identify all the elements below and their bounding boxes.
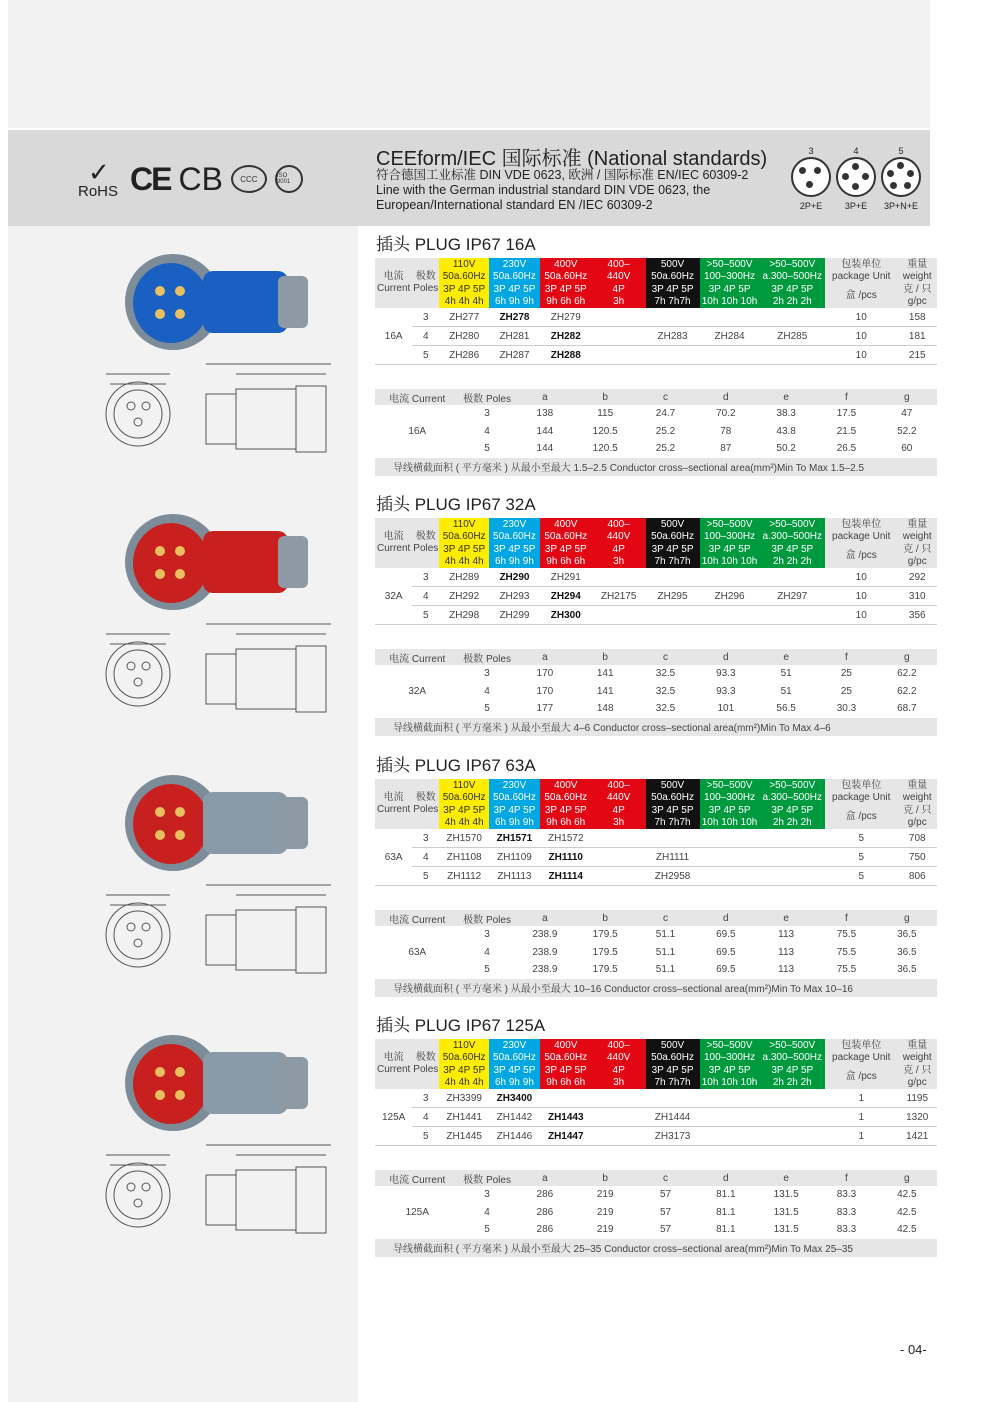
package-header: 包装单位 package Unit bbox=[825, 258, 898, 283]
plug-photo bbox=[108, 246, 323, 358]
dimension-drawing bbox=[96, 875, 351, 985]
rohs-logo: ✓ RoHS bbox=[78, 157, 119, 200]
dimension-row: 5 177 148 32.5 101 56.5 30.3 68.7 bbox=[484, 703, 917, 715]
model-row: 4 ZH1441 ZH1442 ZH1443 ZH1444 1 1320 bbox=[375, 1108, 937, 1127]
pin-config-4: 4 3P+E bbox=[835, 146, 877, 211]
voltage-50-500-low: >50–500V 100–300Hz bbox=[700, 1039, 760, 1064]
voltage-50-500-high: >50–500V a.300–500Hz bbox=[760, 258, 825, 283]
conductor-note: 导线横截面积 ( 平方毫米 ) 从最小至最大 10–16 Conductor cross–sectional area(mm²)Min To Max 10–16 bbox=[375, 979, 937, 997]
header-title: CEEform/IEC 国际标准 (National standards) bbox=[376, 148, 768, 170]
voltage-400: 400V 50a.60Hz bbox=[540, 258, 592, 283]
current-header: 电流 Current bbox=[375, 1039, 412, 1089]
voltage-440: 400– 440V bbox=[592, 1039, 646, 1064]
voltage-50-500-low: >50–500V 100–300Hz bbox=[700, 258, 760, 283]
conductor-note: 导线横截面积 ( 平方毫米 ) 从最小至最大 25–35 Conductor cross–sectional area(mm²)Min To Max 25–35 bbox=[375, 1239, 937, 1257]
dimension-row: 4 144 120.5 25.2 78 43.8 21.5 52.2 bbox=[484, 425, 917, 437]
voltage-440: 400– 440V bbox=[592, 518, 646, 543]
pin-config-3: 3 2P+E bbox=[790, 146, 832, 211]
current-header: 电流 Current bbox=[375, 258, 412, 308]
voltage-500: 500V 50a.60Hz bbox=[646, 1039, 700, 1064]
iso-logo: ISO 9001 bbox=[275, 165, 303, 193]
voltage-400: 400V 50a.60Hz bbox=[540, 518, 592, 543]
socket-4pin-icon bbox=[836, 157, 876, 197]
model-row: 125A 3 ZH3399 ZH3400 1 1195 bbox=[375, 1089, 937, 1108]
voltage-110: 110V 50a.60Hz bbox=[439, 258, 489, 283]
model-row: 5 ZH1445 ZH1446 ZH1447 ZH3173 1 1421 bbox=[375, 1127, 937, 1146]
dimensions-table: 电流 Current 极数 Poles a b c d e f g 32A 3 170 141 32.5 93.3 51 25 62.2 4 170 141 32.5 93.3 51 25 62.2 5 177 148 32.5 101 56.5 30.3 68.7 导线横截面积 ( 平方毫米 ) 从最小至最大 4–6 Conductor cross–sectional area(mm²)Min To Max 4–6 bbox=[375, 649, 937, 736]
voltage-500: 500V 50a.60Hz bbox=[646, 779, 700, 804]
pin-configurations bbox=[790, 146, 925, 218]
package-header: 包装单位 package Unit bbox=[825, 779, 898, 804]
dimension-row: 4 170 141 32.5 93.3 51 25 62.2 bbox=[484, 685, 917, 697]
dimension-row: 5 238.9 179.5 51.1 69.5 113 75.5 36.5 bbox=[484, 964, 917, 976]
certification-logos bbox=[78, 158, 303, 200]
socket-5pin-icon bbox=[881, 157, 921, 197]
poles-header: 极数 Poles bbox=[412, 1039, 439, 1089]
pin-config-5: 5 3P+N+E bbox=[880, 146, 922, 211]
ccc-logo: CCC bbox=[231, 165, 267, 193]
voltage-400: 400V 50a.60Hz bbox=[540, 779, 592, 804]
voltage-50-500-high: >50–500V a.300–500Hz bbox=[760, 779, 825, 804]
conductor-note: 导线横截面积 ( 平方毫米 ) 从最小至最大 4–6 Conductor cross–sectional area(mm²)Min To Max 4–6 bbox=[375, 718, 937, 736]
section-title: 插头 PLUG IP67 63A bbox=[376, 756, 536, 775]
dimensions-table: 电流 Current 极数 Poles a b c d e f g 125A 3 286 219 57 81.1 131.5 83.3 42.5 4 286 219 57 81.1 131.5 83.3 42.5 5 286 219 57 81.1 131.5 83.3 42.5 导线横截面积 ( 平方毫米 ) 从最小至最大 25–35 Conductor cross–sectional area(mm²)Min To Max 25–35 bbox=[375, 1170, 937, 1257]
section-title: 插头 PLUG IP67 32A bbox=[376, 495, 536, 514]
plug-photo bbox=[108, 767, 323, 879]
page-number: - 04- bbox=[900, 1342, 927, 1357]
poles-header: 极数 Poles bbox=[412, 258, 439, 308]
voltage-500: 500V 50a.60Hz bbox=[646, 258, 700, 283]
voltage-230: 230V 50a.60Hz bbox=[489, 1039, 540, 1064]
weight-header: 重量 weight bbox=[898, 258, 937, 283]
dimensions-table: 电流 Current 极数 Poles a b c d e f g 16A 3 138 115 24.7 70.2 38.3 17.5 47 4 144 120.5 25.2 78 43.8 21.5 52.2 5 144 120.5 25.2 87 50.2 26.5 60 导线横截面积 ( 平方毫米 ) 从最小至最大 1.5–2.5 Conductor cross–sectional area(mm²)Min To Max 1.5–2.5 bbox=[375, 389, 937, 476]
dimension-drawing bbox=[96, 1135, 351, 1245]
voltage-110: 110V 50a.60Hz bbox=[439, 518, 489, 543]
top-blank-area bbox=[8, 0, 930, 128]
voltage-440: 400– 440V bbox=[592, 258, 646, 283]
header-subtitle: 符合德国工业标准 DIN VDE 0623, 欧洲 / 国际标准 EN/IEC 60309-2 Line with the German industrial standard DIN VDE 0623, the European/International standard EN /IEC 60309-2 bbox=[376, 168, 749, 212]
plug-photo bbox=[108, 1027, 323, 1139]
dimension-row: 5 144 120.5 25.2 87 50.2 26.5 60 bbox=[484, 443, 913, 455]
voltage-110: 110V 50a.60Hz bbox=[439, 1039, 489, 1064]
package-header: 包装单位 package Unit bbox=[825, 518, 898, 543]
voltage-230: 230V 50a.60Hz bbox=[489, 518, 540, 543]
dimensions-table: 电流 Current 极数 Poles a b c d e f g 63A 3 238.9 179.5 51.1 69.5 113 75.5 36.5 4 238.9 179.5 51.1 69.5 113 75.5 36.5 5 238.9 179.5 51.1 69.5 113 75.5 36.5 导线横截面积 ( 平方毫米 ) 从最小至最大 10–16 Conductor cross–sectional area(mm²)Min To Max 10–16 bbox=[375, 910, 937, 997]
plug-photo bbox=[108, 506, 323, 618]
model-row: 4 ZH292 ZH293 ZH294 ZH2175 ZH295 ZH296 ZH297 10 310 bbox=[375, 587, 937, 606]
model-row: 16A 3 ZH277 ZH278 ZH279 10 158 bbox=[375, 308, 937, 327]
models-table: 电流 Current 极数 Poles 110V 50a.60Hz 230V 50a.60Hz 400V 50a.60Hz 400– 440V 500V 50a.60Hz >50–500V 100–300Hz >50–500V a.300–500Hz 包装单位 package Unit 重量 weight 3P 4P 5P 4h 4h 4h 3P 4P 5P 6h 9h 9h 3P 4P 5P 9h 6h 6h 4P 3h 3P 4P 5P 7h 7h7h 3P 4P 5P 10h 10h 10h 3P 4P 5P 2h 2h 2h 盒 /pcs 克 / 只 g/pc 16A 3 ZH277 ZH278 ZH279 10 158 4 ZH280 ZH281 ZH282 ZH283 ZH284 ZH285 10 181 5 ZH286 ZH287 ZH288 10 215 bbox=[375, 258, 937, 365]
current-header: 电流 Current bbox=[375, 518, 412, 568]
model-row: 4 ZH280 ZH281 ZH282 ZH283 ZH284 ZH285 10 181 bbox=[375, 327, 937, 346]
model-row: 5 ZH1112 ZH1113 ZH1114 ZH2958 5 806 bbox=[375, 867, 937, 886]
section-title: 插头 PLUG IP67 16A bbox=[376, 235, 536, 254]
dimension-row: 4 238.9 179.5 51.1 69.5 113 75.5 36.5 bbox=[484, 946, 917, 958]
poles-header: 极数 Poles bbox=[412, 518, 439, 568]
model-row: 5 ZH298 ZH299 ZH300 10 356 bbox=[375, 606, 937, 625]
cb-logo: CB bbox=[178, 160, 223, 197]
dimension-row: 125A 3 286 219 57 81.1 131.5 83.3 42.5 bbox=[405, 1189, 917, 1218]
poles-header: 极数 Poles bbox=[412, 779, 439, 829]
voltage-440: 400– 440V bbox=[592, 779, 646, 804]
conductor-note: 导线横截面积 ( 平方毫米 ) 从最小至最大 1.5–2.5 Conductor cross–sectional area(mm²)Min To Max 1.5–2.5 bbox=[375, 458, 937, 476]
dimension-row: 4 286 219 57 81.1 131.5 83.3 42.5 bbox=[484, 1206, 917, 1218]
voltage-50-500-high: >50–500V a.300–500Hz bbox=[760, 1039, 825, 1064]
weight-header: 重量 weight bbox=[898, 779, 937, 804]
voltage-110: 110V 50a.60Hz bbox=[439, 779, 489, 804]
dimension-row: 16A 3 138 115 24.7 70.2 38.3 17.5 47 bbox=[408, 408, 913, 437]
ce-logo: CE bbox=[130, 160, 171, 197]
dimension-drawing bbox=[96, 614, 351, 724]
section-title: 插头 PLUG IP67 125A bbox=[376, 1016, 546, 1035]
dimension-row: 5 286 219 57 81.1 131.5 83.3 42.5 bbox=[484, 1224, 917, 1236]
dimension-row: 63A 3 238.9 179.5 51.1 69.5 113 75.5 36.5 bbox=[408, 929, 917, 958]
voltage-500: 500V 50a.60Hz bbox=[646, 518, 700, 543]
model-row: 32A 3 ZH289 ZH290 ZH291 10 292 bbox=[375, 568, 937, 587]
dimension-drawing bbox=[96, 354, 351, 464]
voltage-50-500-low: >50–500V 100–300Hz bbox=[700, 779, 760, 804]
package-header: 包装单位 package Unit bbox=[825, 1039, 898, 1064]
voltage-230: 230V 50a.60Hz bbox=[489, 779, 540, 804]
current-header: 电流 Current bbox=[375, 779, 412, 829]
models-table: 电流 Current 极数 Poles 110V 50a.60Hz 230V 50a.60Hz 400V 50a.60Hz 400– 440V 500V 50a.60Hz >50–500V 100–300Hz >50–500V a.300–500Hz 包装单位 package Unit 重量 weight 3P 4P 5P 4h 4h 4h 3P 4P 5P 6h 9h 9h 3P 4P 5P 9h 6h 6h 4P 3h 3P 4P 5P 7h 7h7h 3P 4P 5P 10h 10h 10h 3P 4P 5P 2h 2h 2h 盒 /pcs 克 / 只 g/pc 63A 3 ZH1570 ZH1571 ZH1572 5 708 4 ZH1108 ZH1109 ZH1110 ZH1111 5 750 5 ZH1112 ZH1113 ZH1114 ZH2958 5 806 bbox=[375, 779, 937, 886]
weight-header: 重量 weight bbox=[898, 1039, 937, 1064]
socket-3pin-icon bbox=[791, 157, 831, 197]
weight-header: 重量 weight bbox=[898, 518, 937, 543]
model-row: 63A 3 ZH1570 ZH1571 ZH1572 5 708 bbox=[375, 829, 937, 848]
models-table: 电流 Current 极数 Poles 110V 50a.60Hz 230V 50a.60Hz 400V 50a.60Hz 400– 440V 500V 50a.60Hz >50–500V 100–300Hz >50–500V a.300–500Hz 包装单位 package Unit 重量 weight 3P 4P 5P 4h 4h 4h 3P 4P 5P 6h 9h 9h 3P 4P 5P 9h 6h 6h 4P 3h 3P 4P 5P 7h 7h7h 3P 4P 5P 10h 10h 10h 3P 4P 5P 2h 2h 2h 盒 /pcs 克 / 只 g/pc 32A 3 ZH289 ZH290 ZH291 10 292 4 ZH292 ZH293 ZH294 ZH2175 ZH295 ZH296 ZH297 10 310 5 ZH298 ZH299 ZH300 10 356 bbox=[375, 518, 937, 625]
voltage-230: 230V 50a.60Hz bbox=[489, 258, 540, 283]
voltage-50-500-high: >50–500V a.300–500Hz bbox=[760, 518, 825, 543]
voltage-400: 400V 50a.60Hz bbox=[540, 1039, 592, 1064]
voltage-50-500-low: >50–500V 100–300Hz bbox=[700, 518, 760, 543]
dimension-row: 32A 3 170 141 32.5 93.3 51 25 62.2 bbox=[408, 668, 917, 697]
models-table: 电流 Current 极数 Poles 110V 50a.60Hz 230V 50a.60Hz 400V 50a.60Hz 400– 440V 500V 50a.60Hz >50–500V 100–300Hz >50–500V a.300–500Hz 包装单位 package Unit 重量 weight 3P 4P 5P 4h 4h 4h 3P 4P 5P 6h 9h 9h 3P 4P 5P 9h 6h 6h 4P 3h 3P 4P 5P 7h 7h7h 3P 4P 5P 10h 10h 10h 3P 4P 5P 2h 2h 2h 盒 /pcs 克 / 只 g/pc 125A 3 ZH3399 ZH3400 1 1195 4 ZH1441 ZH1442 ZH1443 ZH1444 1 1320 5 ZH1445 ZH1446 ZH1447 ZH3173 1 1421 bbox=[375, 1039, 937, 1146]
model-row: 5 ZH286 ZH287 ZH288 10 215 bbox=[375, 346, 937, 365]
model-row: 4 ZH1108 ZH1109 ZH1110 ZH1111 5 750 bbox=[375, 848, 937, 867]
